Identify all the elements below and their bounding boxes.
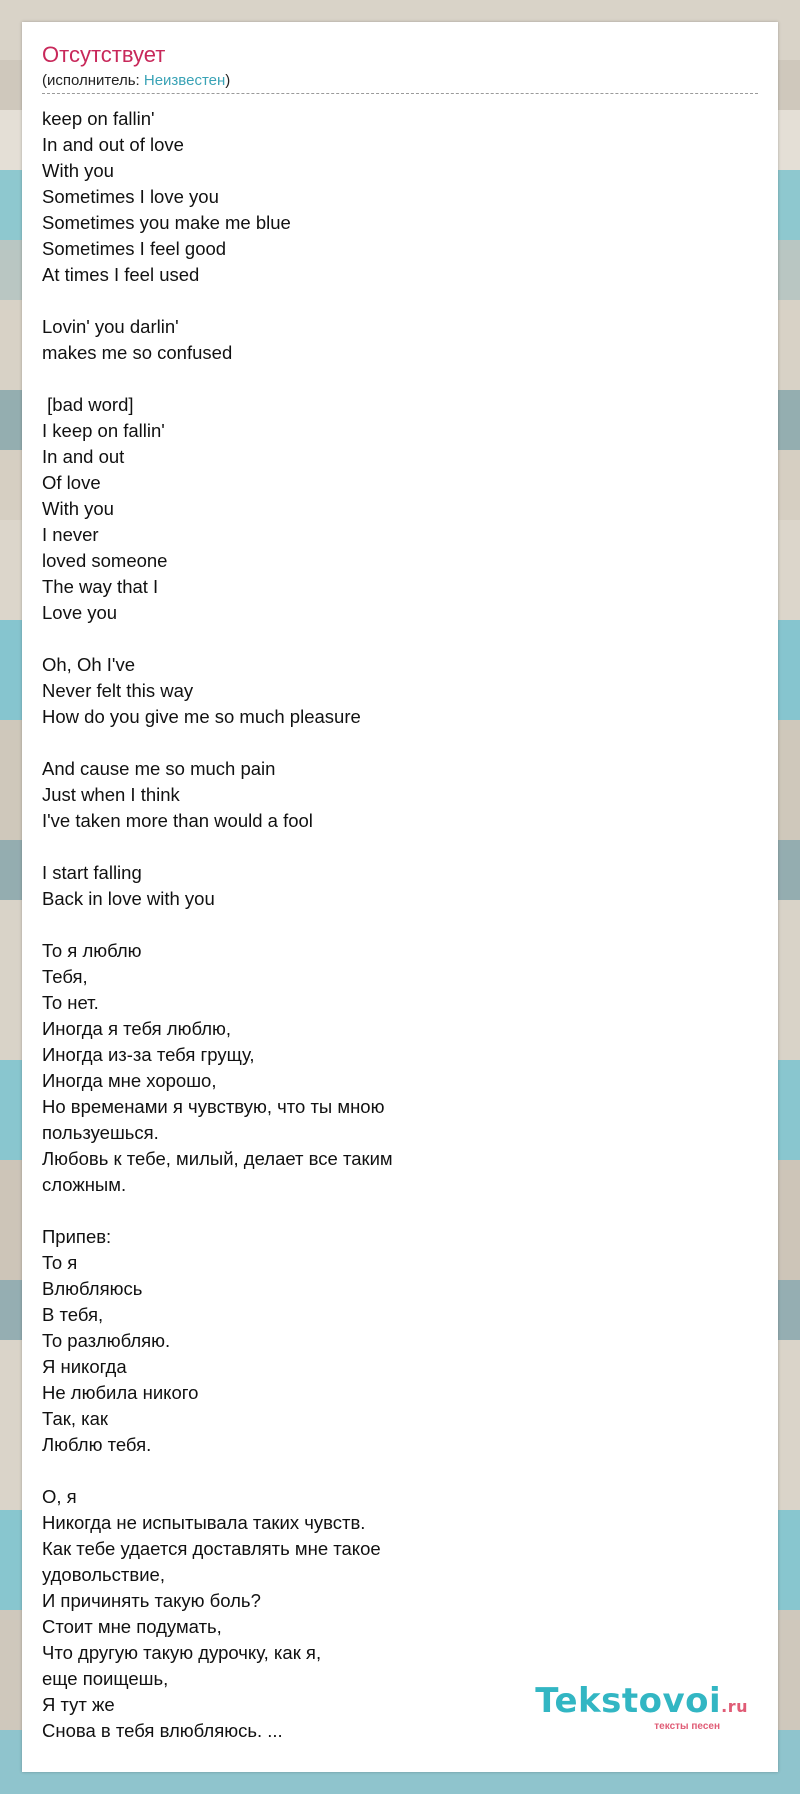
lyric-line: И причинять такую боль?: [42, 1590, 261, 1611]
lyric-line: Иногда я тебя люблю,: [42, 1018, 232, 1039]
lyric-line: I keep on fallin': [42, 420, 165, 441]
performer-line: [42, 72, 230, 90]
performer-prefix: (исполнитель:: [42, 72, 144, 89]
lyric-line: Of love: [42, 472, 101, 493]
lyric-line: В тебя,: [42, 1304, 104, 1325]
lyric-line: О, я: [42, 1486, 77, 1507]
lyric-line: То нет.: [42, 992, 99, 1013]
lyric-line: Иногда из-за тебя грущу,: [42, 1044, 255, 1065]
lyric-line: [42, 366, 758, 392]
logo-name: Tekstovoi: [535, 1681, 722, 1721]
lyric-line: I've taken more than would a fool: [42, 810, 313, 831]
lyric-line: Sometimes I love you: [42, 186, 219, 207]
logo-tld: .ru: [721, 1697, 748, 1716]
lyric-line: With you: [42, 498, 114, 519]
lyric-line: Снова в тебя влюбляюсь. ...: [42, 1720, 283, 1741]
lyric-line: [42, 288, 758, 314]
lyric-line: Как тебе удается доставлять мне такое: [42, 1538, 381, 1559]
lyric-line: [42, 834, 758, 860]
lyric-line: Never felt this way: [42, 680, 194, 701]
lyrics-text: [42, 106, 758, 1744]
lyric-line: Lovin' you darlin': [42, 316, 179, 337]
lyric-line: пользуешься.: [42, 1122, 159, 1143]
lyric-line: Что другую такую дурочку, как я,: [42, 1642, 322, 1663]
lyric-line: Sometimes you make me blue: [42, 212, 291, 233]
lyric-line: [42, 912, 758, 938]
lyric-line: То разлюбляю.: [42, 1330, 171, 1351]
lyric-line: Я тут же: [42, 1694, 115, 1715]
lyric-line: сложным.: [42, 1174, 127, 1195]
lyric-line: Стоит мне подумать,: [42, 1616, 222, 1637]
lyric-line: Не любила никого: [42, 1382, 199, 1403]
lyric-line: Я никогда: [42, 1356, 127, 1377]
lyric-line: Люблю тебя.: [42, 1434, 152, 1455]
lyric-line: Sometimes I feel good: [42, 238, 227, 259]
lyric-line: еще поищешь,: [42, 1668, 169, 1689]
lyric-line: [bad word]: [42, 394, 134, 415]
lyric-line: То я люблю: [42, 940, 142, 961]
lyric-line: With you: [42, 160, 114, 181]
lyric-line: Так, как: [42, 1408, 109, 1429]
lyric-line: То я: [42, 1252, 78, 1273]
song-title: Отсутствует: [42, 42, 166, 67]
lyric-line: loved someone: [42, 550, 168, 571]
lyric-line: Влюбляюсь: [42, 1278, 143, 1299]
lyric-line: [42, 730, 758, 756]
lyric-line: Just when I think: [42, 784, 180, 805]
lyric-line: In and out of love: [42, 134, 184, 155]
title-divider: [42, 93, 758, 94]
lyric-line: удовольствие,: [42, 1564, 165, 1585]
lyric-line: Любовь к тебе, милый, делает все таким: [42, 1148, 393, 1169]
lyric-line: I start falling: [42, 862, 142, 883]
site-logo[interactable]: [535, 1683, 748, 1732]
lyric-line: [42, 1198, 758, 1224]
lyric-line: The way that I: [42, 576, 159, 597]
lyric-line: Никогда не испытывала таких чувств.: [42, 1512, 366, 1533]
lyric-line: In and out: [42, 446, 125, 467]
lyric-line: Oh, Oh I've: [42, 654, 135, 675]
lyric-line: [42, 1458, 758, 1484]
lyric-line: Back in love with you: [42, 888, 215, 909]
lyrics-card: [22, 22, 778, 1772]
lyric-line: makes me so confused: [42, 342, 233, 363]
lyric-line: And cause me so much pain: [42, 758, 276, 779]
lyric-line: I never: [42, 524, 99, 545]
lyric-line: At times I feel used: [42, 264, 200, 285]
lyric-line: Припев:: [42, 1226, 112, 1247]
lyric-line: [42, 626, 758, 652]
lyric-line: How do you give me so much pleasure: [42, 706, 361, 727]
logo-tagline: тексты песен: [654, 1721, 720, 1732]
lyric-line: Love you: [42, 602, 118, 623]
lyric-line: Иногда мне хорошо,: [42, 1070, 217, 1091]
lyric-line: keep on fallin': [42, 108, 155, 129]
performer-suffix: ): [225, 72, 231, 89]
performer-link[interactable]: Неизвестен: [143, 72, 226, 89]
lyric-line: Но временами я чувствую, что ты мною: [42, 1096, 385, 1117]
lyric-line: Тебя,: [42, 966, 88, 987]
